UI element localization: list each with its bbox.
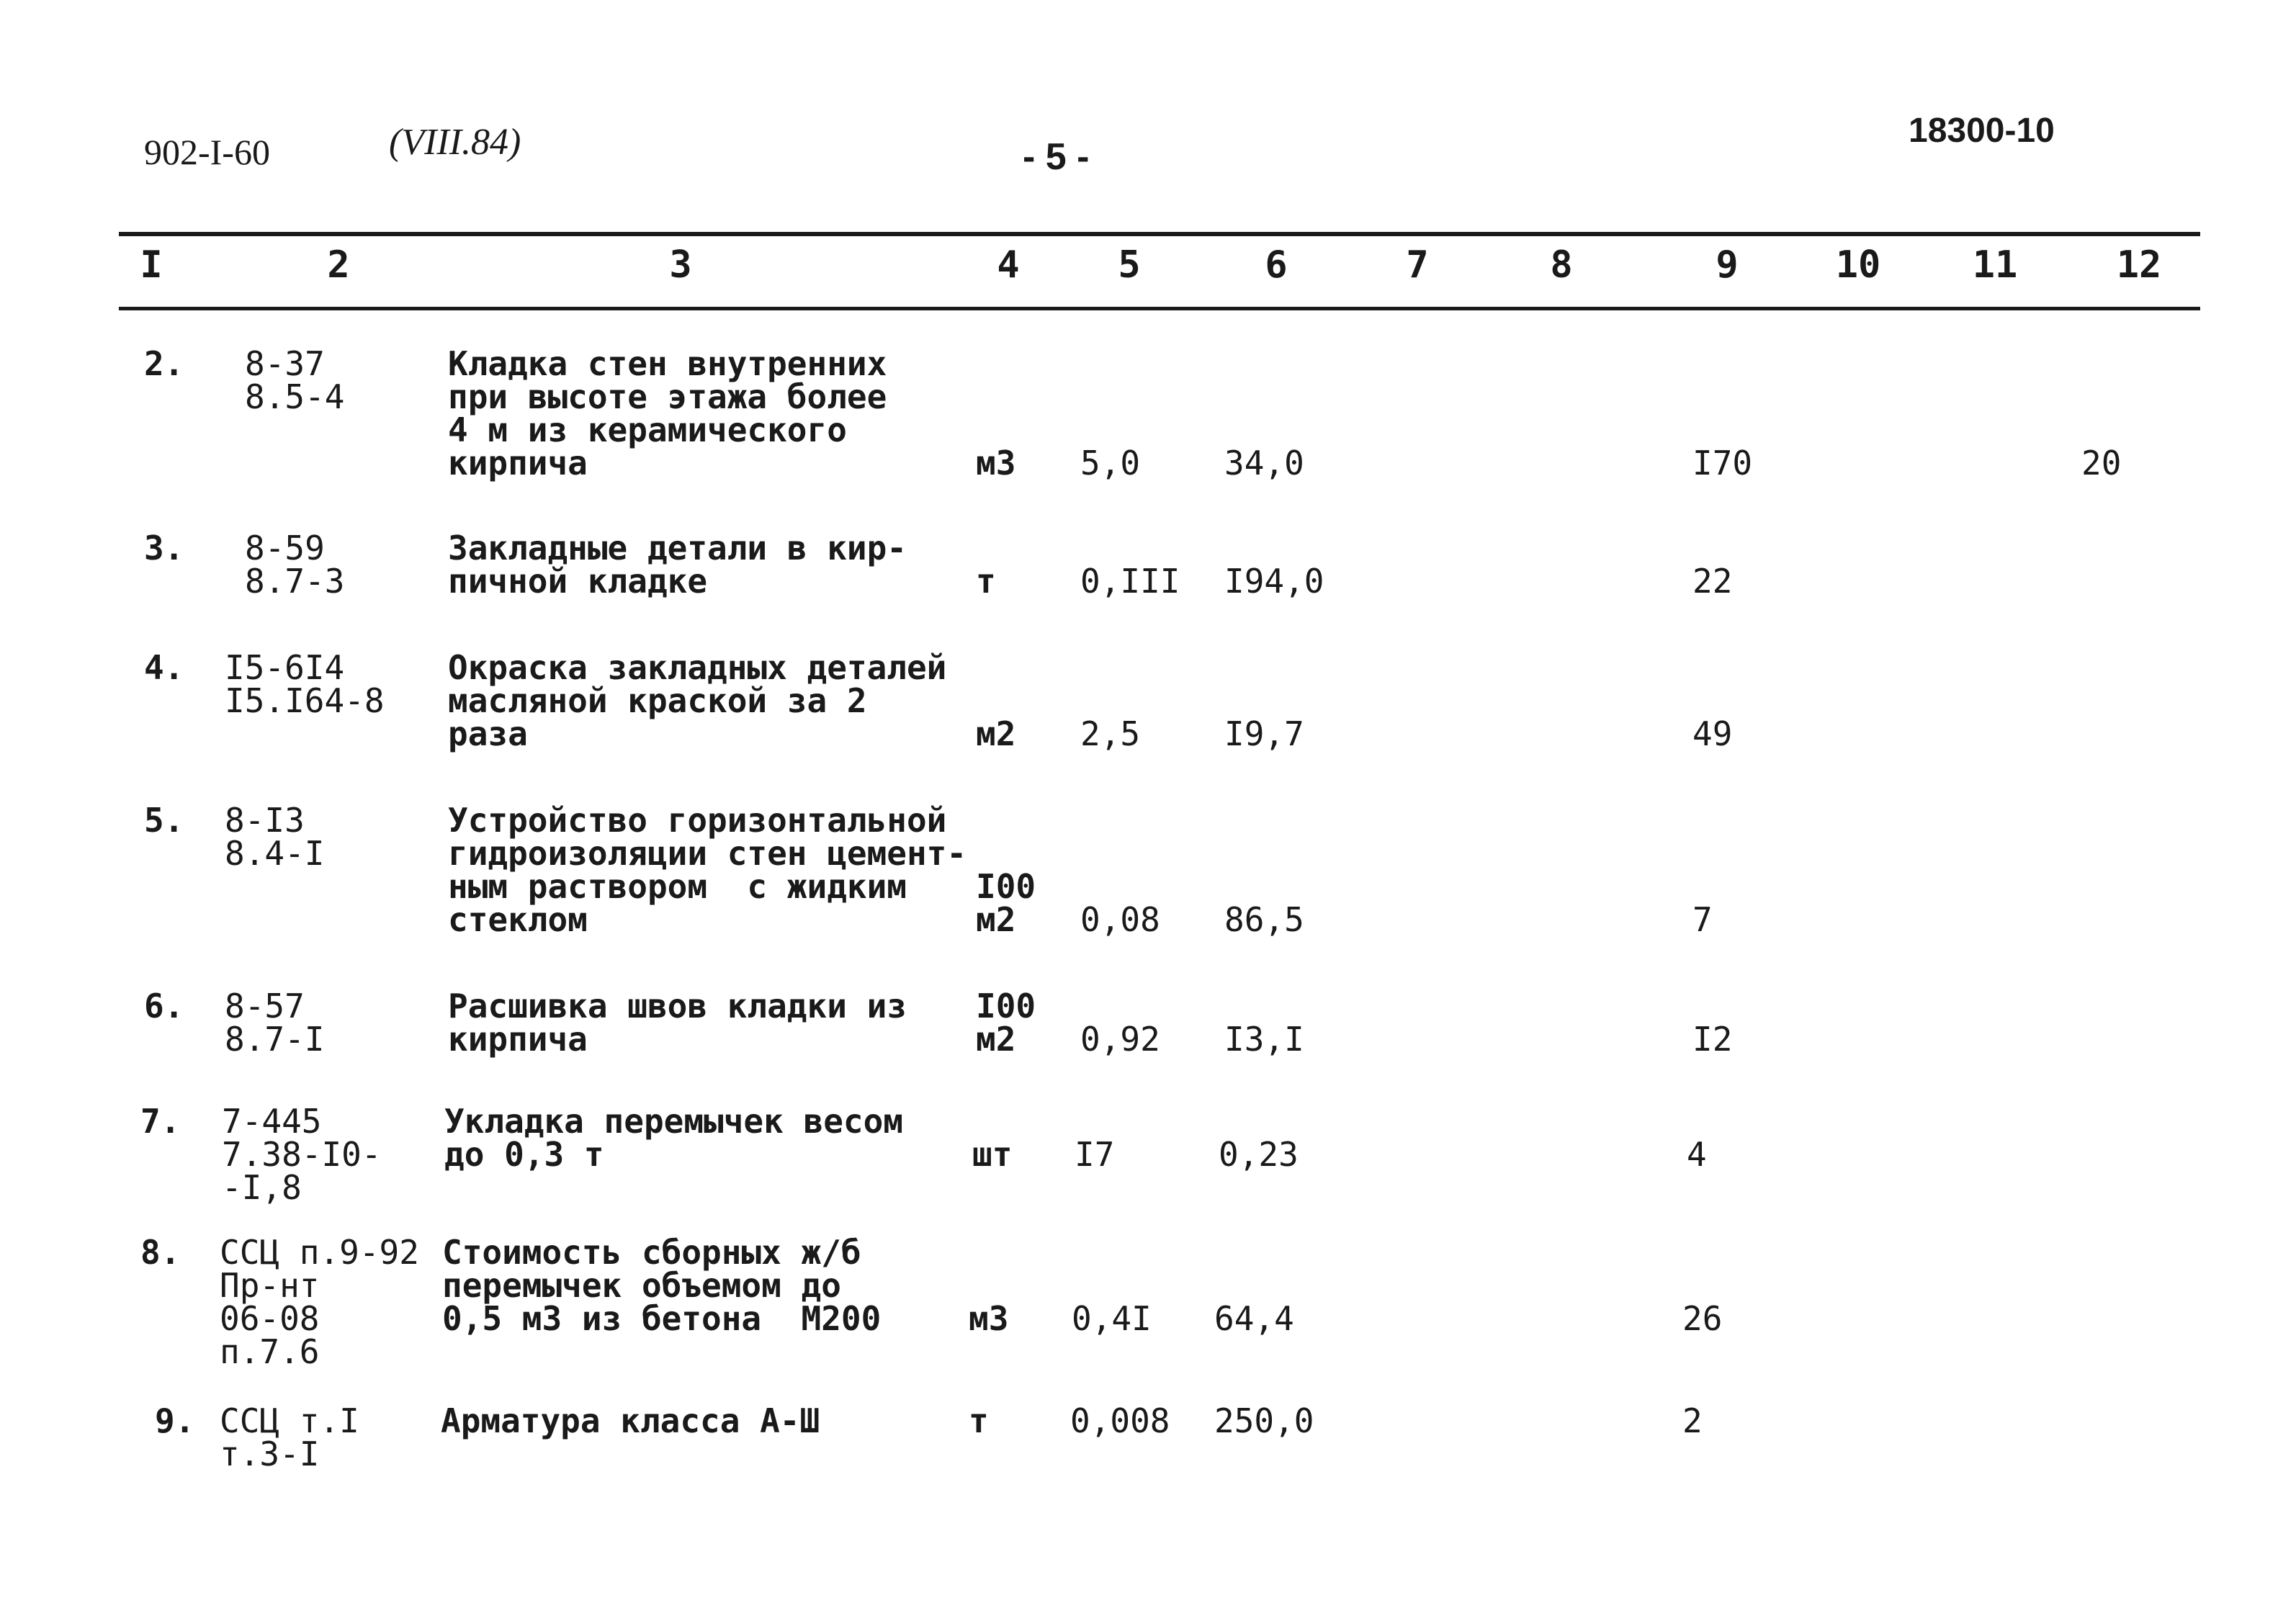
page-number: - 5 - xyxy=(1023,136,1090,178)
row-number: 5. xyxy=(144,801,184,840)
unit-price: I9,7 xyxy=(1224,714,1304,753)
quantity: 2,5 xyxy=(1080,714,1141,753)
unit: I00 м2 xyxy=(976,987,1036,1059)
norm-code: ССЦ п.9-92 Пр-нт 06-08 п.7.6 xyxy=(220,1233,419,1371)
unit-price: 86,5 xyxy=(1224,900,1304,939)
column-9-value: 4 xyxy=(1687,1135,1707,1174)
column-header: 6 xyxy=(1265,243,1288,287)
quantity: 5,0 xyxy=(1080,444,1141,482)
quantity: I7 xyxy=(1075,1135,1115,1174)
work-description: Расшивка швов кладки из кирпича xyxy=(448,987,907,1059)
column-9-value: 7 xyxy=(1692,900,1713,939)
unit: м3 xyxy=(976,444,1016,482)
unit-price: I94,0 xyxy=(1224,562,1324,601)
column-9-value: 49 xyxy=(1692,714,1733,753)
work-description: Стоимость сборных ж/б перемычек объемом до 0,5 м3 из бетона М200 xyxy=(442,1233,882,1338)
norm-code: 8-57 8.7-I xyxy=(225,987,325,1059)
row-number: 8. xyxy=(140,1233,181,1272)
header-bottom-rule xyxy=(119,307,2200,310)
column-header: 5 xyxy=(1118,243,1141,287)
column-header: 11 xyxy=(1972,243,2018,287)
work-description: Закладные детали в кир- пичной кладке xyxy=(448,529,907,601)
column-header: 3 xyxy=(669,243,692,287)
column-header: 2 xyxy=(327,243,350,287)
row-number: 3. xyxy=(144,529,184,567)
work-description: Укладка перемычек весом до 0,3 т xyxy=(444,1102,903,1174)
header-top-rule xyxy=(119,232,2200,236)
archive-number: 18300-10 xyxy=(1909,112,2055,150)
unit: т xyxy=(969,1401,989,1440)
document-date: (VIII.84) xyxy=(389,122,521,163)
quantity: 0,4I xyxy=(1072,1299,1152,1338)
work-description: Кладка стен внутренних при высоте этажа более 4 м из керамического кирпича xyxy=(448,344,887,482)
unit: м2 xyxy=(976,714,1016,753)
column-header: 4 xyxy=(997,243,1020,287)
document-number: 902-I-60 xyxy=(144,132,270,172)
column-9-value: 2 xyxy=(1682,1401,1703,1440)
unit-price: 250,0 xyxy=(1214,1401,1314,1440)
column-header: 9 xyxy=(1716,243,1739,287)
row-number: 6. xyxy=(144,987,184,1025)
row-number: 9. xyxy=(155,1401,195,1440)
norm-code: ССЦ т.I т.3-I xyxy=(220,1401,359,1473)
row-number: 2. xyxy=(144,344,184,383)
quantity: 0,III xyxy=(1080,562,1180,601)
work-description: Окраска закладных деталей масляной краской за 2 раза xyxy=(448,648,947,753)
column-9-value: 22 xyxy=(1692,562,1733,601)
unit: т xyxy=(976,562,996,601)
unit-price: I3,I xyxy=(1224,1020,1304,1059)
column-12-value: 20 xyxy=(2081,444,2122,482)
quantity: 0,08 xyxy=(1080,900,1160,939)
column-header: I xyxy=(140,243,163,287)
column-header: 10 xyxy=(1835,243,1881,287)
work-description: Арматура класса А-Ш xyxy=(441,1401,820,1440)
unit-price: 34,0 xyxy=(1224,444,1304,482)
unit-price: 0,23 xyxy=(1219,1135,1299,1174)
quantity: 0,008 xyxy=(1070,1401,1170,1440)
column-header: 12 xyxy=(2116,243,2162,287)
row-number: 4. xyxy=(144,648,184,687)
column-9-value: I2 xyxy=(1692,1020,1733,1059)
column-header: 7 xyxy=(1406,243,1429,287)
quantity: 0,92 xyxy=(1080,1020,1160,1059)
unit: м3 xyxy=(969,1299,1009,1338)
unit: I00 м2 xyxy=(976,867,1036,939)
unit: шт xyxy=(972,1135,1013,1174)
column-9-value: 26 xyxy=(1682,1299,1723,1338)
row-number: 7. xyxy=(140,1102,181,1141)
norm-code: 7-445 7.38-I0- -I,8 xyxy=(222,1102,382,1207)
norm-code: 8-37 8.5-4 xyxy=(245,344,345,416)
unit-price: 64,4 xyxy=(1214,1299,1294,1338)
norm-code: 8-I3 8.4-I xyxy=(225,801,325,873)
column-header: 8 xyxy=(1550,243,1573,287)
norm-code: I5-6I4 I5.I64-8 xyxy=(225,648,385,720)
work-description: Устройство горизонтальной гидроизоляции стен цемент- ным раствором с жидким стеклом xyxy=(448,801,967,939)
norm-code: 8-59 8.7-3 xyxy=(245,529,345,601)
column-9-value: I70 xyxy=(1692,444,1753,482)
